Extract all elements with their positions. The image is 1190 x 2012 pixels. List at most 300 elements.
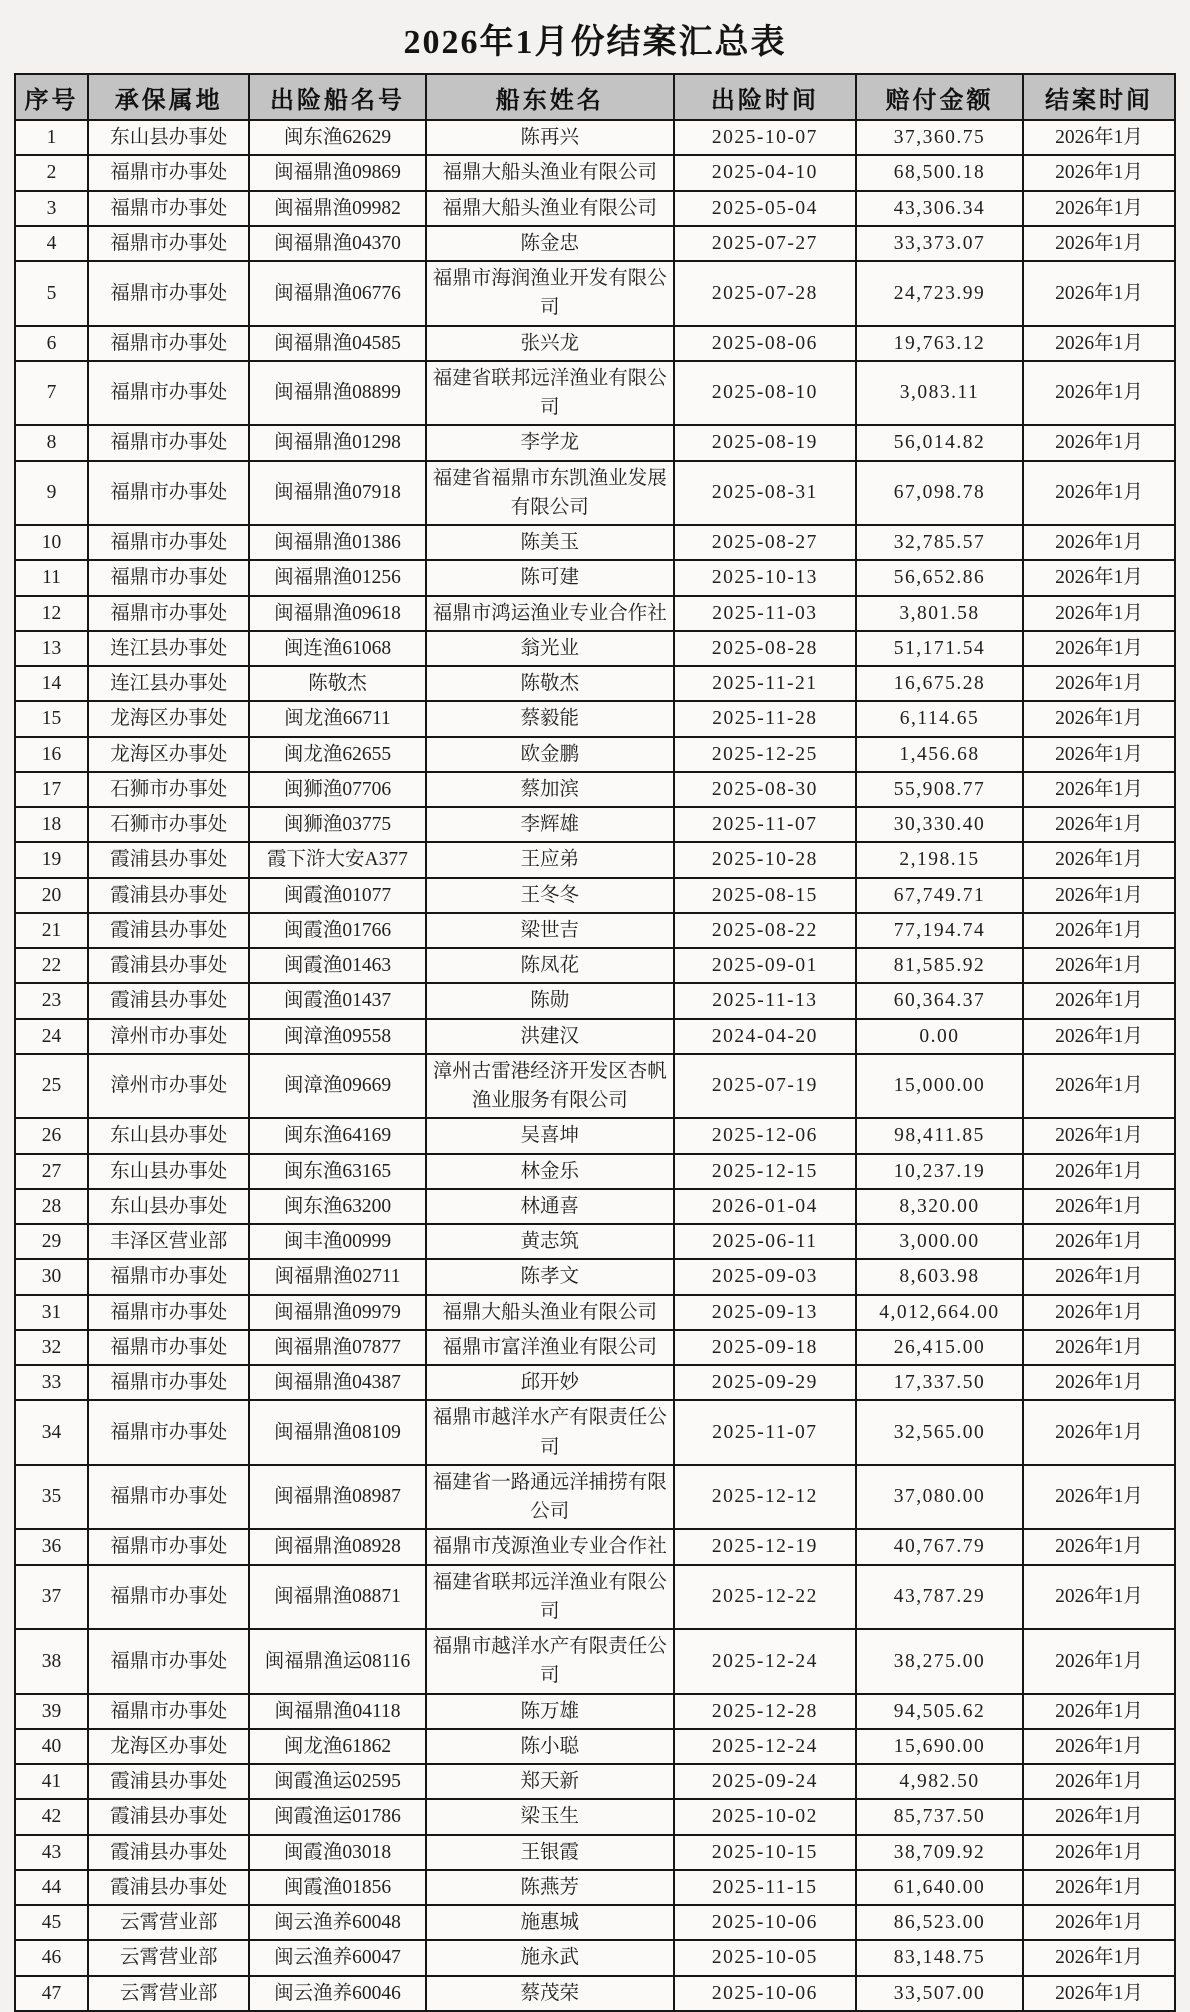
cell-owner: 吴喜坤 [426,1118,674,1153]
cell-office: 福鼎市办事处 [88,226,249,261]
col-header-amount: 赔付金额 [856,74,1023,120]
cell-office: 霞浦县办事处 [88,1870,249,1905]
cell-amount: 37,080.00 [856,1465,1023,1530]
cell-owner: 洪建汉 [426,1019,674,1054]
cell-amount: 61,640.00 [856,1870,1023,1905]
table-row [15,983,1175,1018]
cell-incident_date: 2025-08-22 [674,913,856,948]
cell-office: 漳州市办事处 [88,1019,249,1054]
cell-no: 34 [15,1400,88,1465]
cell-incident_date: 2025-10-05 [674,1940,856,1975]
table-row [15,525,1175,560]
cell-owner: 蔡毅能 [426,701,674,736]
cell-office: 福鼎市办事处 [88,425,249,460]
cell-amount: 33,507.00 [856,1976,1023,2011]
cell-no: 11 [15,560,88,595]
cell-close_date: 2026年1月 [1023,1976,1175,2011]
cell-vessel: 闽东渔62629 [249,120,425,155]
cell-owner: 福建省一路通远洋捕捞有限公司 [426,1465,674,1530]
cell-close_date: 2026年1月 [1023,1905,1175,1940]
cell-amount: 33,373.07 [856,226,1023,261]
cell-owner: 漳州古雷港经济开发区杏帆渔业服务有限公司 [426,1054,674,1119]
col-header-no: 序号 [15,74,88,120]
cell-close_date: 2026年1月 [1023,1565,1175,1630]
cell-no: 25 [15,1054,88,1119]
table-row [15,560,1175,595]
table-row [15,261,1175,326]
cell-amount: 3,801.58 [856,596,1023,631]
col-header-office: 承保属地 [88,74,249,120]
cell-no: 37 [15,1565,88,1630]
cell-no: 30 [15,1259,88,1294]
cell-incident_date: 2025-09-24 [674,1764,856,1799]
table-row [15,772,1175,807]
cell-amount: 19,763.12 [856,326,1023,361]
cell-amount: 2,198.15 [856,842,1023,877]
cell-vessel: 闽狮渔07706 [249,772,425,807]
cell-vessel: 闽霞渔01077 [249,878,425,913]
cell-vessel: 闽福鼎渔04387 [249,1365,425,1400]
table-row [15,425,1175,460]
cell-office: 霞浦县办事处 [88,1835,249,1870]
cell-office: 霞浦县办事处 [88,913,249,948]
cell-incident_date: 2025-12-19 [674,1529,856,1564]
cell-incident_date: 2025-10-15 [674,1835,856,1870]
cell-owner: 陈燕芳 [426,1870,674,1905]
cell-vessel: 闽福鼎渔01256 [249,560,425,595]
cell-amount: 77,194.74 [856,913,1023,948]
cell-vessel: 闽福鼎渔08109 [249,1400,425,1465]
cell-no: 35 [15,1465,88,1530]
cell-vessel: 闽福鼎渔04585 [249,326,425,361]
table-row [15,1629,1175,1694]
cell-vessel: 闽龙渔61862 [249,1729,425,1764]
cell-close_date: 2026年1月 [1023,1629,1175,1694]
table-row [15,666,1175,701]
cell-vessel: 闽霞渔运01786 [249,1799,425,1834]
cell-no: 38 [15,1629,88,1694]
cell-close_date: 2026年1月 [1023,1054,1175,1119]
cell-vessel: 闽霞渔运02595 [249,1764,425,1799]
cell-no: 6 [15,326,88,361]
cell-owner: 福鼎大船头渔业有限公司 [426,191,674,226]
cell-incident_date: 2025-08-10 [674,361,856,426]
cell-office: 福鼎市办事处 [88,1259,249,1294]
cell-no: 22 [15,948,88,983]
table-row [15,1940,1175,1975]
cell-amount: 98,411.85 [856,1118,1023,1153]
cell-vessel: 闽福鼎渔07918 [249,461,425,526]
cell-incident_date: 2025-08-15 [674,878,856,913]
cell-close_date: 2026年1月 [1023,226,1175,261]
cell-vessel: 陈敬杰 [249,666,425,701]
cell-amount: 38,709.92 [856,1835,1023,1870]
cell-incident_date: 2025-08-30 [674,772,856,807]
cell-close_date: 2026年1月 [1023,1799,1175,1834]
cell-incident_date: 2025-10-28 [674,842,856,877]
cell-amount: 15,000.00 [856,1054,1023,1119]
cell-owner: 福鼎市海润渔业开发有限公司 [426,261,674,326]
cell-owner: 梁玉生 [426,1799,674,1834]
cell-no: 10 [15,525,88,560]
table-row [15,1870,1175,1905]
cell-owner: 梁世吉 [426,913,674,948]
cell-vessel: 闽福鼎渔08871 [249,1565,425,1630]
cell-close_date: 2026年1月 [1023,1694,1175,1729]
cell-vessel: 闽东渔63165 [249,1154,425,1189]
cell-office: 东山县办事处 [88,120,249,155]
cell-vessel: 闽福鼎渔02711 [249,1259,425,1294]
cell-close_date: 2026年1月 [1023,425,1175,460]
cell-amount: 67,098.78 [856,461,1023,526]
cell-vessel: 闽漳渔09558 [249,1019,425,1054]
cell-no: 12 [15,596,88,631]
cell-vessel: 闽云渔养60046 [249,1976,425,2011]
cell-no: 36 [15,1529,88,1564]
cell-close_date: 2026年1月 [1023,361,1175,426]
cell-office: 福鼎市办事处 [88,1694,249,1729]
cell-incident_date: 2025-09-01 [674,948,856,983]
cell-close_date: 2026年1月 [1023,878,1175,913]
cell-no: 9 [15,461,88,526]
cell-no: 13 [15,631,88,666]
cell-office: 霞浦县办事处 [88,983,249,1018]
cell-no: 4 [15,226,88,261]
cell-office: 霞浦县办事处 [88,842,249,877]
cell-office: 连江县办事处 [88,666,249,701]
cell-owner: 福鼎市越洋水产有限责任公司 [426,1629,674,1694]
cell-incident_date: 2025-11-03 [674,596,856,631]
cell-no: 45 [15,1905,88,1940]
cell-vessel: 闽漳渔09669 [249,1054,425,1119]
cell-incident_date: 2025-07-19 [674,1054,856,1119]
cell-no: 1 [15,120,88,155]
cell-office: 福鼎市办事处 [88,560,249,595]
cell-vessel: 闽福鼎渔01298 [249,425,425,460]
table-row [15,807,1175,842]
cell-close_date: 2026年1月 [1023,1330,1175,1365]
cell-close_date: 2026年1月 [1023,1019,1175,1054]
cell-amount: 37,360.75 [856,120,1023,155]
cell-no: 40 [15,1729,88,1764]
cell-office: 东山县办事处 [88,1154,249,1189]
cell-vessel: 闽霞渔01856 [249,1870,425,1905]
cell-no: 27 [15,1154,88,1189]
cell-close_date: 2026年1月 [1023,1940,1175,1975]
cell-office: 霞浦县办事处 [88,948,249,983]
table-row [15,191,1175,226]
cell-owner: 福建省联邦远洋渔业有限公司 [426,361,674,426]
cell-close_date: 2026年1月 [1023,1400,1175,1465]
cell-amount: 24,723.99 [856,261,1023,326]
cell-close_date: 2026年1月 [1023,1870,1175,1905]
cell-incident_date: 2024-04-20 [674,1019,856,1054]
table-row [15,701,1175,736]
cell-office: 福鼎市办事处 [88,326,249,361]
cell-vessel: 闽福鼎渔06776 [249,261,425,326]
table-row [15,948,1175,983]
cell-close_date: 2026年1月 [1023,525,1175,560]
cell-amount: 8,320.00 [856,1189,1023,1224]
cell-no: 28 [15,1189,88,1224]
cell-no: 43 [15,1835,88,1870]
cell-no: 47 [15,1976,88,2011]
cell-owner: 福鼎市茂源渔业专业合作社 [426,1529,674,1564]
cell-close_date: 2026年1月 [1023,120,1175,155]
table-row [15,1154,1175,1189]
cell-close_date: 2026年1月 [1023,948,1175,983]
cell-office: 福鼎市办事处 [88,191,249,226]
cell-incident_date: 2025-08-06 [674,326,856,361]
table-row [15,1729,1175,1764]
cell-incident_date: 2025-11-07 [674,807,856,842]
cell-office: 石狮市办事处 [88,772,249,807]
cell-amount: 94,505.62 [856,1694,1023,1729]
cell-owner: 蔡茂荣 [426,1976,674,2011]
cell-close_date: 2026年1月 [1023,1259,1175,1294]
cell-no: 5 [15,261,88,326]
cell-owner: 陈孝文 [426,1259,674,1294]
cell-office: 东山县办事处 [88,1118,249,1153]
cell-close_date: 2026年1月 [1023,1529,1175,1564]
cell-amount: 30,330.40 [856,807,1023,842]
cell-vessel: 闽福鼎渔01386 [249,525,425,560]
cell-owner: 林通喜 [426,1189,674,1224]
table-row [15,878,1175,913]
cell-office: 云霄营业部 [88,1940,249,1975]
cell-close_date: 2026年1月 [1023,191,1175,226]
cell-vessel: 闽龙渔66711 [249,701,425,736]
cell-owner: 李学龙 [426,425,674,460]
cell-owner: 王银霞 [426,1835,674,1870]
table-row [15,361,1175,426]
cell-incident_date: 2025-11-28 [674,701,856,736]
cell-office: 石狮市办事处 [88,807,249,842]
cell-incident_date: 2025-10-02 [674,1799,856,1834]
cell-incident_date: 2025-12-15 [674,1154,856,1189]
cell-incident_date: 2025-08-31 [674,461,856,526]
table-row [15,1905,1175,1940]
cell-owner: 邱开妙 [426,1365,674,1400]
cell-incident_date: 2025-06-11 [674,1224,856,1259]
table-row [15,326,1175,361]
cell-owner: 陈可建 [426,560,674,595]
cell-close_date: 2026年1月 [1023,983,1175,1018]
cell-amount: 10,237.19 [856,1154,1023,1189]
cell-amount: 56,652.86 [856,560,1023,595]
cell-incident_date: 2025-11-15 [674,1870,856,1905]
cell-owner: 王冬冬 [426,878,674,913]
cell-vessel: 闽福鼎渔09982 [249,191,425,226]
cell-incident_date: 2025-10-13 [674,560,856,595]
cell-close_date: 2026年1月 [1023,1224,1175,1259]
cell-close_date: 2026年1月 [1023,772,1175,807]
cell-owner: 福鼎大船头渔业有限公司 [426,155,674,190]
cell-no: 16 [15,737,88,772]
cell-incident_date: 2025-12-25 [674,737,856,772]
cell-owner: 施永武 [426,1940,674,1975]
cell-amount: 8,603.98 [856,1259,1023,1294]
cell-amount: 43,787.29 [856,1565,1023,1630]
cell-owner: 陈小聪 [426,1729,674,1764]
cell-incident_date: 2025-12-12 [674,1465,856,1530]
cell-owner: 张兴龙 [426,326,674,361]
cell-owner: 王应弟 [426,842,674,877]
cell-close_date: 2026年1月 [1023,1835,1175,1870]
cell-close_date: 2026年1月 [1023,1365,1175,1400]
cell-incident_date: 2026-01-04 [674,1189,856,1224]
cell-vessel: 闽丰渔00999 [249,1224,425,1259]
page-title: 2026年1月份结案汇总表 [403,24,787,61]
table-body [15,120,1175,2011]
cell-no: 15 [15,701,88,736]
cell-amount: 40,767.79 [856,1529,1023,1564]
cell-vessel: 闽霞渔01437 [249,983,425,1018]
cell-office: 云霄营业部 [88,1905,249,1940]
cell-incident_date: 2025-10-06 [674,1976,856,2011]
table-row [15,1835,1175,1870]
cell-owner: 福鼎市鸿运渔业专业合作社 [426,596,674,631]
cell-amount: 83,148.75 [856,1940,1023,1975]
cell-office: 福鼎市办事处 [88,1465,249,1530]
cell-owner: 福建省联邦远洋渔业有限公司 [426,1565,674,1630]
cell-vessel: 闽霞渔03018 [249,1835,425,1870]
cell-office: 霞浦县办事处 [88,1764,249,1799]
cell-amount: 86,523.00 [856,1905,1023,1940]
cell-incident_date: 2025-11-13 [674,983,856,1018]
cell-no: 46 [15,1940,88,1975]
cell-vessel: 闽福鼎渔09979 [249,1295,425,1330]
cell-vessel: 闽东渔64169 [249,1118,425,1153]
cell-close_date: 2026年1月 [1023,326,1175,361]
cell-office: 丰泽区营业部 [88,1224,249,1259]
table-row [15,1330,1175,1365]
cell-vessel: 闽霞渔01463 [249,948,425,983]
table-row [15,226,1175,261]
cell-no: 21 [15,913,88,948]
cell-amount: 43,306.34 [856,191,1023,226]
cell-no: 20 [15,878,88,913]
table-row [15,1400,1175,1465]
cell-close_date: 2026年1月 [1023,155,1175,190]
table-row [15,737,1175,772]
cell-owner: 陈凤花 [426,948,674,983]
table-row [15,842,1175,877]
cell-close_date: 2026年1月 [1023,842,1175,877]
cell-close_date: 2026年1月 [1023,1118,1175,1153]
cell-office: 福鼎市办事处 [88,1629,249,1694]
cell-office: 福鼎市办事处 [88,461,249,526]
cell-office: 霞浦县办事处 [88,878,249,913]
table-row [15,1365,1175,1400]
table-row [15,1565,1175,1630]
cell-incident_date: 2025-09-29 [674,1365,856,1400]
cell-vessel: 闽福鼎渔04370 [249,226,425,261]
table-row [15,120,1175,155]
cell-owner: 施惠城 [426,1905,674,1940]
cell-incident_date: 2025-08-27 [674,525,856,560]
cell-owner: 黄志筑 [426,1224,674,1259]
cell-incident_date: 2025-09-18 [674,1330,856,1365]
cell-incident_date: 2025-12-28 [674,1694,856,1729]
cell-close_date: 2026年1月 [1023,1465,1175,1530]
cell-incident_date: 2025-05-04 [674,191,856,226]
cell-no: 26 [15,1118,88,1153]
cell-vessel: 闽云渔养60047 [249,1940,425,1975]
cell-owner: 陈万雄 [426,1694,674,1729]
cell-vessel: 闽福鼎渔09618 [249,596,425,631]
cell-owner: 福鼎市富洋渔业有限公司 [426,1330,674,1365]
cell-owner: 陈敬杰 [426,666,674,701]
cell-owner: 翁光业 [426,631,674,666]
cell-no: 42 [15,1799,88,1834]
table-row [15,1224,1175,1259]
cell-amount: 16,675.28 [856,666,1023,701]
cell-amount: 26,415.00 [856,1330,1023,1365]
cell-close_date: 2026年1月 [1023,666,1175,701]
cell-incident_date: 2025-11-21 [674,666,856,701]
cell-amount: 81,585.92 [856,948,1023,983]
cell-no: 3 [15,191,88,226]
cell-no: 2 [15,155,88,190]
table-row [15,1694,1175,1729]
cell-no: 24 [15,1019,88,1054]
table-row [15,1764,1175,1799]
cell-amount: 1,456.68 [856,737,1023,772]
cell-owner: 陈美玉 [426,525,674,560]
cell-amount: 0.00 [856,1019,1023,1054]
cell-owner: 陈勋 [426,983,674,1018]
cell-vessel: 闽福鼎渔08987 [249,1465,425,1530]
cell-amount: 3,083.11 [856,361,1023,426]
cell-incident_date: 2025-07-27 [674,226,856,261]
cell-no: 33 [15,1365,88,1400]
cell-vessel: 闽福鼎渔04118 [249,1694,425,1729]
cell-no: 29 [15,1224,88,1259]
cell-owner: 林金乐 [426,1154,674,1189]
cell-office: 云霄营业部 [88,1976,249,2011]
cell-close_date: 2026年1月 [1023,461,1175,526]
cell-incident_date: 2025-09-03 [674,1259,856,1294]
cell-vessel: 闽福鼎渔08928 [249,1529,425,1564]
table-row [15,1976,1175,2011]
cell-no: 39 [15,1694,88,1729]
cell-owner: 陈再兴 [426,120,674,155]
cell-incident_date: 2025-11-07 [674,1400,856,1465]
cell-owner: 陈金忠 [426,226,674,261]
cell-amount: 60,364.37 [856,983,1023,1018]
cell-close_date: 2026年1月 [1023,631,1175,666]
col-header-owner: 船东姓名 [426,74,674,120]
table-row [15,1054,1175,1119]
cell-close_date: 2026年1月 [1023,737,1175,772]
cell-office: 福鼎市办事处 [88,596,249,631]
cell-owner: 福建省福鼎市东凯渔业发展有限公司 [426,461,674,526]
cell-amount: 6,114.65 [856,701,1023,736]
cell-vessel: 闽福鼎渔运08116 [249,1629,425,1694]
cell-office: 连江县办事处 [88,631,249,666]
cell-office: 福鼎市办事处 [88,1295,249,1330]
cell-amount: 32,565.00 [856,1400,1023,1465]
cell-amount: 3,000.00 [856,1224,1023,1259]
cell-vessel: 闽霞渔01766 [249,913,425,948]
cell-office: 福鼎市办事处 [88,155,249,190]
cell-close_date: 2026年1月 [1023,596,1175,631]
cell-amount: 17,337.50 [856,1365,1023,1400]
cell-vessel: 闽狮渔03775 [249,807,425,842]
cell-office: 福鼎市办事处 [88,1400,249,1465]
cell-office: 龙海区办事处 [88,701,249,736]
